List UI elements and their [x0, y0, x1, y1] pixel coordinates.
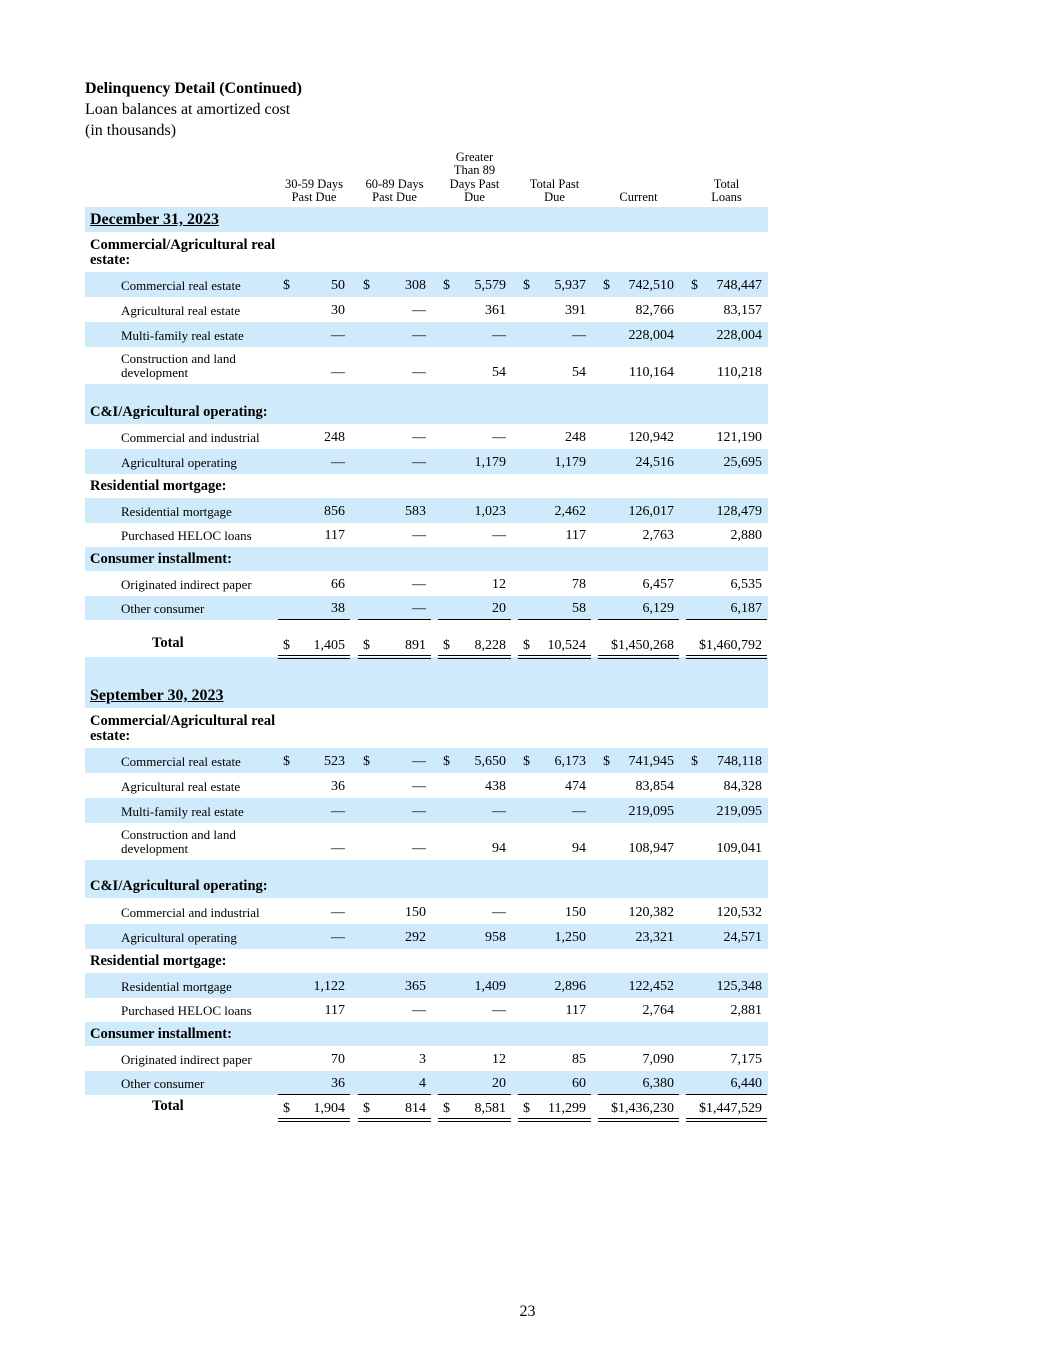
table-row [85, 498, 768, 523]
table-cell: — [331, 328, 345, 343]
row-label: Other consumer [121, 601, 205, 616]
table-cell: 120,382 [628, 905, 674, 920]
row-label: Commercial and industrial [121, 430, 260, 445]
subtotal-rule [358, 619, 431, 620]
row-label: Agricultural operating [121, 930, 237, 945]
currency-symbol: $ [443, 1101, 450, 1116]
table-cell: 2,462 [554, 504, 586, 519]
table-cell: 25,695 [723, 455, 762, 470]
column-header [358, 148, 431, 208]
subtotal-rule [438, 619, 511, 620]
table-cell: 361 [485, 303, 506, 318]
table-cell: 741,945 [628, 754, 674, 769]
table-cell: 1,122 [313, 979, 345, 994]
table-cell: 6,440 [730, 1076, 762, 1091]
row-label: Purchased HELOC loans [121, 1003, 252, 1018]
table-cell: — [331, 455, 345, 470]
table-row [85, 1071, 768, 1095]
table-cell: — [492, 528, 506, 543]
subtotal-rule [686, 619, 767, 620]
column-header [278, 148, 350, 208]
total-double-rule [598, 655, 679, 659]
currency-symbol: $ [283, 1101, 290, 1116]
table-cell: 58 [572, 601, 586, 616]
currency-symbol: $ [523, 754, 530, 769]
table-cell: 7,090 [642, 1052, 674, 1067]
table-cell: 1,179 [474, 455, 506, 470]
table-cell: 228,004 [628, 328, 674, 343]
table-cell: 6,129 [642, 601, 674, 616]
table-cell: 5,937 [554, 278, 586, 293]
section-header-row [85, 207, 768, 232]
document-subtitle: Loan balances at amortized cost [85, 101, 291, 118]
category-row [85, 708, 768, 748]
table-cell: — [412, 779, 426, 794]
row-label: Multi-family real estate [121, 328, 244, 343]
category-title: Commercial/Agricultural real estate: [90, 237, 276, 268]
total-double-rule [358, 655, 431, 659]
table-cell: 23,321 [635, 930, 674, 945]
table-cell: 117 [324, 1003, 345, 1018]
subtotal-rule [598, 1094, 679, 1095]
category-title: C&I/Agricultural operating: [90, 404, 268, 420]
total-double-rule [278, 1118, 350, 1122]
table-cell: 6,380 [642, 1076, 674, 1091]
table-cell: 20 [492, 1076, 506, 1091]
category-row [85, 384, 768, 424]
table-cell: 121,190 [716, 430, 762, 445]
table-cell: 6,173 [554, 754, 586, 769]
table-cell: — [492, 804, 506, 819]
total-double-rule [686, 655, 767, 659]
row-label: Construction and land development [121, 351, 236, 380]
currency-symbol: $ [363, 754, 370, 769]
table-cell: 54 [492, 365, 506, 380]
table-cell: 2,764 [642, 1003, 674, 1018]
table-cell: 84,328 [723, 779, 762, 794]
row-label: Commercial and industrial [121, 905, 260, 920]
table-cell: — [492, 905, 506, 920]
category-row [85, 232, 768, 272]
table-cell: 292 [405, 930, 426, 945]
row-label: Residential mortgage [121, 979, 232, 994]
table-cell: 108,947 [628, 841, 674, 856]
table-cell: 308 [405, 278, 426, 293]
table-cell: 82,766 [635, 303, 674, 318]
table-row [85, 596, 768, 620]
table-cell: 7,175 [730, 1052, 762, 1067]
subtotal-rule [518, 1094, 591, 1095]
row-label: Agricultural real estate [121, 303, 241, 318]
table-cell: 126,017 [628, 504, 674, 519]
column-header-text: Total Past Due [529, 176, 580, 205]
table-cell: 125,348 [716, 979, 762, 994]
table-cell: 78 [572, 577, 586, 592]
table-cell: 94 [572, 841, 586, 856]
table-cell: 150 [405, 905, 426, 920]
table-cell: 94 [492, 841, 506, 856]
currency-symbol: $ [603, 754, 610, 769]
table-cell: 391 [565, 303, 586, 318]
table-cell: 248 [565, 430, 586, 445]
currency-symbol: $ [691, 278, 698, 293]
row-label: Commercial real estate [121, 754, 241, 769]
table-cell: — [412, 1003, 426, 1018]
table-row [85, 823, 768, 860]
table-cell: 2,763 [642, 528, 674, 543]
column-header-text: 30-59 Days Past Due [285, 176, 343, 205]
table-cell: 38 [331, 601, 345, 616]
table-cell: 1,023 [474, 504, 506, 519]
table-cell: — [331, 365, 345, 380]
subtotal-rule [518, 619, 591, 620]
category-title: Consumer installment: [90, 1026, 232, 1042]
table-cell: 12 [492, 577, 506, 592]
row-label: Originated indirect paper [121, 577, 252, 592]
table-cell: $1,450,268 [611, 638, 674, 653]
currency-symbol: $ [443, 754, 450, 769]
column-header [686, 148, 767, 208]
table-cell: $1,447,529 [699, 1101, 762, 1116]
table-row [85, 424, 768, 449]
table-cell: — [492, 1003, 506, 1018]
category-title: Residential mortgage: [90, 478, 227, 494]
table-cell: 474 [565, 779, 586, 794]
row-label: Residential mortgage [121, 504, 232, 519]
table-cell: 150 [565, 905, 586, 920]
subtotal-rule [278, 619, 350, 620]
spacer-row [85, 657, 768, 683]
currency-symbol: $ [443, 638, 450, 653]
row-label: Agricultural real estate [121, 779, 241, 794]
table-cell: 1,179 [554, 455, 586, 470]
column-header-text: 60-89 Days Past Due [365, 176, 424, 205]
document-title: Delinquency Detail (Continued) [85, 80, 302, 97]
document-units: (in thousands) [85, 122, 177, 139]
total-double-rule [518, 1118, 591, 1122]
table-row [85, 571, 768, 596]
table-cell: 60 [572, 1076, 586, 1091]
table-row [85, 924, 768, 949]
table-cell: 120,532 [716, 905, 762, 920]
table-cell: 83,157 [723, 303, 762, 318]
total-double-rule [278, 655, 350, 659]
total-double-rule [438, 1118, 511, 1122]
table-cell: — [572, 328, 586, 343]
table-cell: $1,436,230 [611, 1101, 674, 1116]
table-cell: 120,942 [628, 430, 674, 445]
table-cell: $1,460,792 [699, 638, 762, 653]
table-cell: 117 [565, 528, 586, 543]
table-cell: 5,650 [474, 754, 506, 769]
table-cell: 70 [331, 1052, 345, 1067]
category-title: Consumer installment: [90, 551, 232, 567]
table-cell: — [412, 601, 426, 616]
subtotal-rule [686, 1094, 767, 1095]
category-row [85, 474, 768, 498]
table-cell: 891 [405, 638, 426, 653]
total-double-rule [598, 1118, 679, 1122]
section-header-row [85, 683, 768, 708]
table-cell: 11,299 [548, 1101, 586, 1116]
column-header-text: Greater Than 89 Days Past Due [449, 149, 500, 205]
currency-symbol: $ [523, 278, 530, 293]
table-cell: 110,218 [717, 365, 762, 380]
table-cell: — [492, 430, 506, 445]
table-cell: 24,516 [635, 455, 674, 470]
section-title: December 31, 2023 [90, 211, 219, 228]
table-cell: 117 [565, 1003, 586, 1018]
table-cell: 523 [324, 754, 345, 769]
table-cell: 583 [405, 504, 426, 519]
table-cell: 54 [572, 365, 586, 380]
subtotal-rule [278, 1094, 350, 1095]
table-cell: — [412, 455, 426, 470]
row-label: Originated indirect paper [121, 1052, 252, 1067]
table-row [85, 773, 768, 798]
table-row [85, 449, 768, 474]
table-cell: 2,896 [554, 979, 586, 994]
table-cell: 6,535 [730, 577, 762, 592]
table-cell: 958 [485, 930, 506, 945]
category-row [85, 1022, 768, 1046]
category-title: Commercial/Agricultural real estate: [90, 713, 276, 744]
table-row [85, 798, 768, 823]
table-cell: 10,524 [547, 638, 586, 653]
table-cell: 128,479 [716, 504, 762, 519]
table-cell: 2,881 [730, 1003, 762, 1018]
table-cell: 122,452 [628, 979, 674, 994]
table-cell: 1,405 [313, 638, 345, 653]
page-number: 23 [519, 1303, 536, 1320]
table-cell: 36 [331, 779, 345, 794]
total-double-rule [518, 655, 591, 659]
table-cell: 110,164 [629, 365, 674, 380]
table-row [85, 523, 768, 547]
table-row [85, 748, 768, 773]
table-cell: 742,510 [628, 278, 674, 293]
table-cell: — [412, 804, 426, 819]
table-row [85, 898, 768, 924]
table-cell: 228,004 [716, 328, 762, 343]
row-label: Other consumer [121, 1076, 205, 1091]
table-cell: 1,904 [313, 1101, 345, 1116]
table-row [85, 297, 768, 322]
table-cell: 8,228 [474, 638, 506, 653]
column-header [518, 148, 591, 208]
currency-symbol: $ [523, 1101, 530, 1116]
currency-symbol: $ [283, 278, 290, 293]
section-title: September 30, 2023 [90, 687, 224, 704]
table-cell: 117 [324, 528, 345, 543]
currency-symbol: $ [363, 638, 370, 653]
total-double-rule [438, 655, 511, 659]
table-cell: — [331, 905, 345, 920]
table-cell: — [331, 930, 345, 945]
table-cell: 1,250 [554, 930, 586, 945]
total-double-rule [358, 1118, 431, 1122]
subtotal-rule [598, 619, 679, 620]
table-cell: 50 [331, 278, 345, 293]
currency-symbol: $ [443, 278, 450, 293]
table-cell: — [331, 841, 345, 856]
table-cell: — [492, 328, 506, 343]
table-cell: 4 [419, 1076, 426, 1091]
column-header-text: Current [619, 190, 658, 205]
currency-symbol: $ [523, 638, 530, 653]
column-header [598, 148, 679, 208]
category-title: Residential mortgage: [90, 953, 227, 969]
table-cell: 8,581 [474, 1101, 506, 1116]
row-label: Construction and land development [121, 827, 236, 856]
currency-symbol: $ [363, 278, 370, 293]
category-row [85, 860, 768, 898]
row-label: Multi-family real estate [121, 804, 244, 819]
table-cell: — [412, 841, 426, 856]
table-row [85, 1046, 768, 1071]
table-cell: 438 [485, 779, 506, 794]
total-double-rule [686, 1118, 767, 1122]
category-title: C&I/Agricultural operating: [90, 878, 268, 894]
currency-symbol: $ [363, 1101, 370, 1116]
table-cell: 814 [405, 1101, 426, 1116]
currency-symbol: $ [603, 278, 610, 293]
table-cell: — [572, 804, 586, 819]
table-cell: — [412, 577, 426, 592]
table-cell: 85 [572, 1052, 586, 1067]
table-cell: 748,447 [716, 278, 762, 293]
table-cell: — [412, 430, 426, 445]
table-cell: 12 [492, 1052, 506, 1067]
table-cell: 748,118 [717, 754, 762, 769]
table-cell: 219,095 [628, 804, 674, 819]
table-cell: 219,095 [716, 804, 762, 819]
column-header [438, 148, 511, 208]
table-cell: — [331, 804, 345, 819]
table-row [85, 973, 768, 998]
table-cell: 856 [324, 504, 345, 519]
table-cell: 30 [331, 303, 345, 318]
table-cell: 83,854 [635, 779, 674, 794]
table-cell: — [412, 365, 426, 380]
currency-symbol: $ [283, 754, 290, 769]
table-row [85, 322, 768, 347]
table-cell: 66 [331, 577, 345, 592]
row-label: Purchased HELOC loans [121, 528, 252, 543]
subtotal-rule [438, 1094, 511, 1095]
currency-symbol: $ [283, 638, 290, 653]
table-cell: 248 [324, 430, 345, 445]
row-label: Agricultural operating [121, 455, 237, 470]
table-cell: 24,571 [723, 930, 762, 945]
table-row [85, 998, 768, 1022]
table-cell: 109,041 [716, 841, 762, 856]
table-cell: 5,579 [474, 278, 506, 293]
total-row [85, 620, 768, 657]
currency-symbol: $ [691, 754, 698, 769]
row-label: Commercial real estate [121, 278, 241, 293]
table-cell: 2,880 [730, 528, 762, 543]
table-cell: — [412, 328, 426, 343]
category-row [85, 547, 768, 571]
table-cell: 36 [331, 1076, 345, 1091]
table-cell: — [412, 754, 426, 769]
total-row [85, 1095, 768, 1120]
table-cell: 365 [405, 979, 426, 994]
table-cell: 20 [492, 601, 506, 616]
total-label: Total [152, 1098, 184, 1114]
table-cell: 1,409 [474, 979, 506, 994]
table-cell: 6,187 [730, 601, 762, 616]
subtotal-rule [358, 1094, 431, 1095]
table-row [85, 347, 768, 384]
table-cell: — [412, 528, 426, 543]
table-cell: 3 [419, 1052, 426, 1067]
total-label: Total [152, 635, 184, 651]
document-header [85, 78, 302, 141]
table-cell: 6,457 [642, 577, 674, 592]
column-header-text: Total Loans [711, 176, 742, 205]
category-row [85, 949, 768, 973]
table-row [85, 272, 768, 297]
table-cell: — [412, 303, 426, 318]
